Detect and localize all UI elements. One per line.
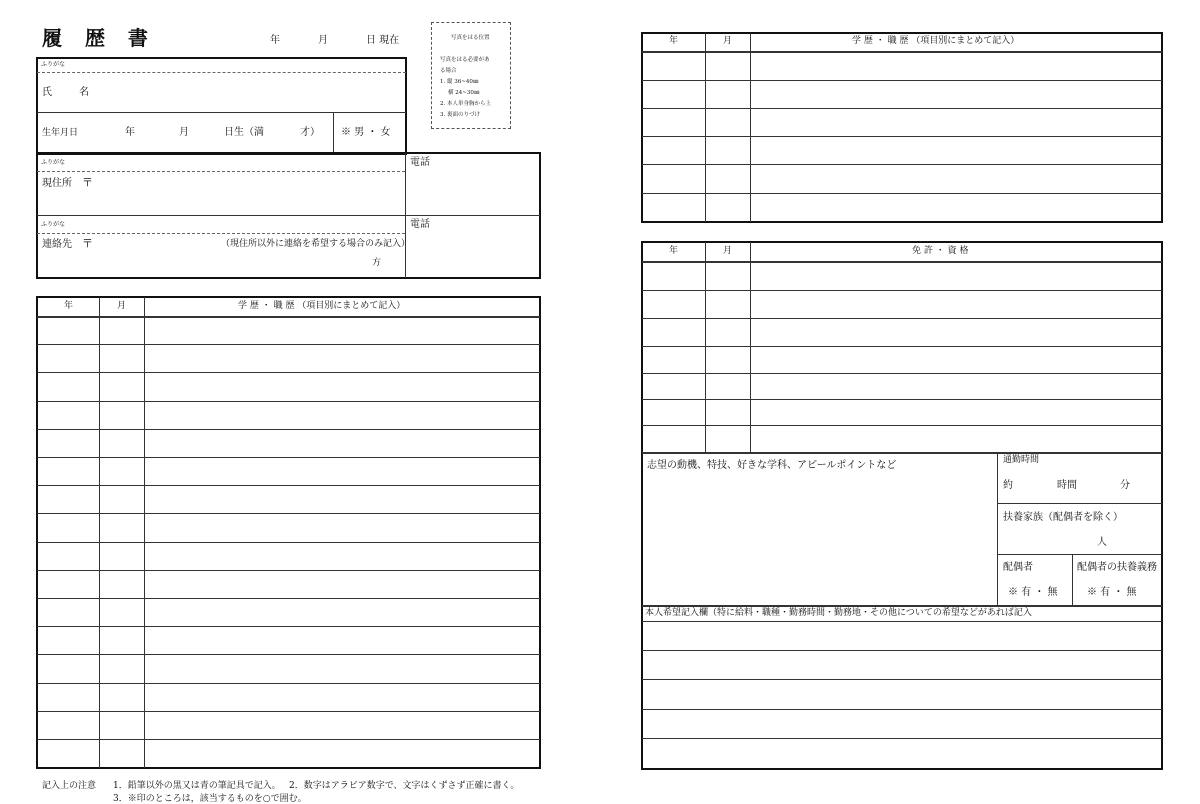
commute-minutes: 分 xyxy=(1120,480,1130,491)
history-left-row-line[interactable] xyxy=(37,429,540,430)
address-furigana-label: ふりがな xyxy=(41,159,66,166)
spouse-label: 配偶者 xyxy=(1003,562,1033,573)
contact-postal-mark: 〒 xyxy=(82,237,93,250)
contact-phone-label: 電話 xyxy=(410,219,430,230)
photo-note-line: る場合 xyxy=(440,68,457,74)
license-row-line[interactable] xyxy=(642,346,1162,347)
page-title: 履 歴 書 xyxy=(42,26,156,50)
spouse-select[interactable]: ※ 有 ・ 無 xyxy=(1008,587,1058,598)
history-right-row-line[interactable] xyxy=(642,108,1162,109)
note-1: 1．鉛筆以外の黒又は青の筆記具で記入。 xyxy=(113,781,281,791)
license-col-year: 年 xyxy=(669,246,679,256)
date-day-label: 日 現在 xyxy=(366,35,400,46)
name-divider xyxy=(37,112,406,113)
history-left-col-year: 年 xyxy=(64,301,74,311)
license-col-month: 月 xyxy=(723,246,733,256)
history-left-row-line[interactable] xyxy=(37,542,540,543)
note-3: 3．※印のところは，該当するものを○で囲む。 xyxy=(113,794,307,804)
wishes-row-line[interactable] xyxy=(642,709,1162,710)
history-left-row-line[interactable] xyxy=(37,457,540,458)
commute-divider xyxy=(998,503,1162,504)
history-right-col-title: 学 歴 ・ 職 歴 （項目別にまとめて記入） xyxy=(852,36,1020,46)
license-row-line[interactable] xyxy=(642,425,1162,426)
wishes-label: 本人希望記入欄（特に給料・職種・勤務時間・勤務地・その他についての希望などがあれば記入 xyxy=(645,608,1032,618)
spouse-divider xyxy=(1072,555,1073,605)
lower-right-box xyxy=(641,241,1163,770)
notes-label: 記入上の注意 xyxy=(42,781,97,791)
history-left-row-line[interactable] xyxy=(37,683,540,684)
history-left-col-divider xyxy=(99,297,100,768)
birth-month-label: 月 xyxy=(179,127,189,138)
date-month-label: 月 xyxy=(318,35,328,46)
history-left-row-line[interactable] xyxy=(37,598,540,599)
birth-day-label: 日生（満 xyxy=(224,127,264,138)
phone-label: 電話 xyxy=(410,157,430,168)
address-divider xyxy=(37,215,540,216)
history-right-row-line[interactable] xyxy=(642,80,1162,81)
postal-mark: 〒 xyxy=(82,176,93,189)
history-left-row-line[interactable] xyxy=(37,570,540,571)
history-right-header-divider xyxy=(642,51,1162,53)
address-label: 現住所 xyxy=(42,178,72,189)
history-right-col-month: 月 xyxy=(723,36,733,46)
contact-furigana-divider xyxy=(37,233,405,234)
wishes-top-divider xyxy=(642,605,1162,607)
wishes-row-line[interactable] xyxy=(642,738,1162,739)
history-left-col-title: 学 歴 ・ 職 歴 （項目別にまとめて記入） xyxy=(238,301,406,311)
birth-age-label: 才） xyxy=(300,127,320,138)
dependents-label: 扶養家族（配偶者を除く） xyxy=(1003,512,1123,523)
dependents-unit: 人 xyxy=(1097,537,1107,548)
history-left-col-divider xyxy=(144,297,145,768)
license-row-line[interactable] xyxy=(642,373,1162,374)
commute-hours: 時間 xyxy=(1057,480,1077,491)
date-year-label: 年 xyxy=(270,35,280,46)
contact-note: （現住所以外に連絡を希望する場合のみ記入） xyxy=(221,239,411,249)
license-col-divider xyxy=(750,242,751,452)
photo-title: 写真をはる位置 xyxy=(451,35,490,41)
license-header-divider xyxy=(642,261,1162,263)
history-left-row-line[interactable] xyxy=(37,344,540,345)
history-left-row-line[interactable] xyxy=(37,711,540,712)
spouse-support-select[interactable]: ※ 有 ・ 無 xyxy=(1087,587,1137,598)
history-left-row-line[interactable] xyxy=(37,485,540,486)
gender-select[interactable]: ※ 男 ・ 女 xyxy=(341,127,391,138)
license-col-title: 免 許 ・ 資 格 xyxy=(912,246,969,256)
history-left-row-line[interactable] xyxy=(37,372,540,373)
name-furigana-label: ふりがな xyxy=(41,61,66,68)
wishes-row-line[interactable] xyxy=(642,679,1162,680)
history-right-row-line[interactable] xyxy=(642,136,1162,137)
name-label: 氏 名 xyxy=(42,87,102,98)
license-col-divider xyxy=(705,242,706,452)
history-right-row-line[interactable] xyxy=(642,193,1162,194)
wishes-row-line[interactable] xyxy=(642,650,1162,651)
photo-note-line: 3. 裏面のりづけ xyxy=(440,112,480,118)
address-furigana-divider xyxy=(37,171,405,172)
note-2: 2．数字はアラビア数字で、文字はくずさず正確に書く。 xyxy=(289,781,520,791)
photo-note-line: 1. 縦 36~40㎜ xyxy=(440,79,479,85)
dependents-divider xyxy=(998,554,1162,555)
history-table-right xyxy=(641,32,1163,223)
history-left-row-line[interactable] xyxy=(37,654,540,655)
photo-note-line: 2. 本人単身胸から上 xyxy=(440,101,491,107)
gender-divider xyxy=(333,112,334,154)
history-right-col-year: 年 xyxy=(669,36,679,46)
history-left-col-month: 月 xyxy=(117,301,127,311)
license-row-line[interactable] xyxy=(642,399,1162,400)
motivation-top-divider xyxy=(642,452,1162,454)
history-left-header-divider xyxy=(37,316,540,318)
history-left-row-line[interactable] xyxy=(37,401,540,402)
wishes-row-line[interactable] xyxy=(642,621,1162,622)
history-table-left xyxy=(36,296,541,769)
history-left-row-line[interactable] xyxy=(37,626,540,627)
furigana-divider xyxy=(37,72,406,73)
motivation-label: 志望の動機、特技、好きな学科、アピールポイントなど xyxy=(647,460,897,471)
contact-suffix: 方 xyxy=(372,258,382,268)
contact-furigana-label: ふりがな xyxy=(41,221,66,228)
birth-year-label: 年 xyxy=(125,127,135,138)
photo-note-line: 横 24~30㎜ xyxy=(448,90,480,96)
commute-label: 通勤時間 xyxy=(1003,455,1040,465)
license-row-line[interactable] xyxy=(642,318,1162,319)
spouse-support-label: 配偶者の扶養義務 xyxy=(1077,562,1157,573)
commute-approx: 約 xyxy=(1003,480,1013,491)
history-right-row-line[interactable] xyxy=(642,164,1162,165)
history-left-row-line[interactable] xyxy=(37,513,540,514)
contact-label: 連絡先 xyxy=(42,239,72,250)
photo-note-line: 写真をはる必要があ xyxy=(440,57,490,63)
motivation-side-divider xyxy=(997,453,998,605)
license-row-line[interactable] xyxy=(642,290,1162,291)
birth-label: 生年月日 xyxy=(42,128,79,138)
history-left-row-line[interactable] xyxy=(37,739,540,740)
